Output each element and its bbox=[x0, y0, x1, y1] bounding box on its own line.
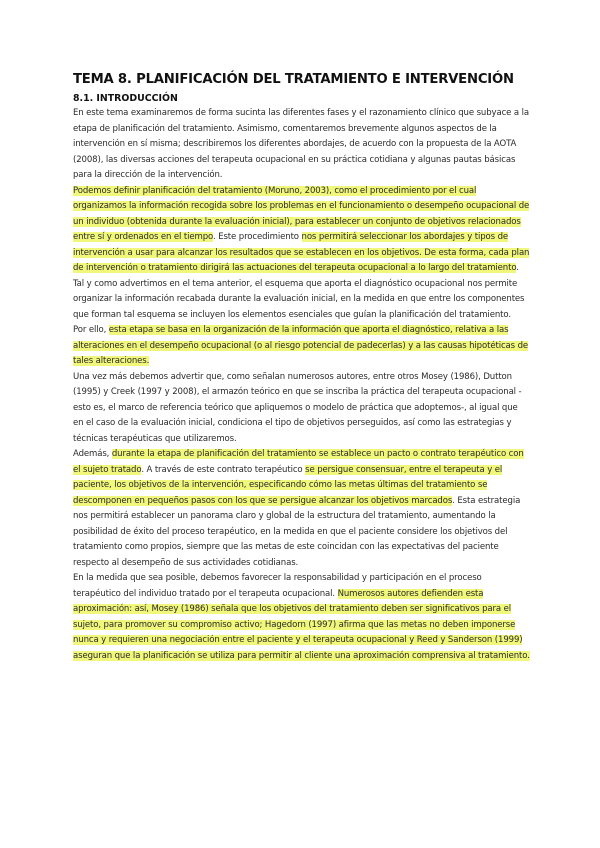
highlighted-text: se persigue consensuar, entre el terapeuta y el paciente, los objetivos de la intervención, especificando cómo las metas últimas del tratamiento se descomponen en pequeños pasos con los que se persigue alcanzar los objetivos marcados bbox=[73, 464, 503, 506]
paragraph-7 bbox=[73, 571, 530, 664]
text-segment: . Esta estrategia nos permitirá establecer un panorama claro y global de la estructura del tratamiento, aumentando la posibilidad de éxito del proceso terapéutico, en la medida en que el paciente considere los objetivos del tratamiento como propios, siempre que las metas de este coincidan con las expectativas del paciente respecto al desempeño de sus actividades cotidianas. bbox=[73, 495, 521, 568]
section-heading: 8.1. INTRODUCCIÓN bbox=[73, 93, 178, 104]
page-title: TEMA 8. PLANIFICACIÓN DEL TRATAMIENTO E INTERVENCIÓN bbox=[73, 72, 514, 87]
paragraph-4 bbox=[73, 323, 530, 370]
paragraph-1 bbox=[73, 106, 530, 184]
paragraph-3 bbox=[73, 277, 530, 324]
highlighted-text: durante la etapa de planificación del tratamiento se establece un pacto o contrato terapéutico con el sujeto tratado bbox=[73, 449, 524, 475]
highlighted-text: Podemos definir planificación del tratamiento (Moruno, 2003), como el procedimiento por el cual organizamos la información recogida sobre los problemas en el funcionamiento o desempeño ocupacional de un individuo (obtenida durante la evaluación inicial), para establecer un conjunto de objetivos relacionados entre sí y ordenados en el tiempo bbox=[73, 185, 530, 242]
text-segment: . bbox=[516, 263, 519, 273]
paragraph-2 bbox=[73, 184, 530, 277]
text-segment: Tal y como advertimos en el tema anterior, el esquema que aporta el diagnóstico ocupacional nos permite organizar la información recabada durante la evaluación inicial, en la medida en que entre los componentes que forman tal esquema se incluyen los elementos esenciales que guían la planificación del tratamiento. bbox=[73, 278, 525, 320]
highlighted-text: esta etapa se basa en la organización de la información que aporta el diagnóstico, relativa a las alteraciones en el desempeño ocupacional (o al riesgo potencial de padecerlas) y a las causas hipotéticas de tales alteraciones. bbox=[73, 325, 529, 366]
paragraph-5 bbox=[73, 370, 530, 448]
paragraph-6 bbox=[73, 447, 530, 571]
highlighted-text: Numerosos autores defienden esta aproximación: así, Mosey (1986) señala que los objetivos del tratamiento deben ser significativos para el sujeto, para promover su compromiso activo; Hagedorn (1997) afirma que las metas no deben imponerse nunca y requieren una negociación entre el paciente y el terapeuta ocupacional y Reed y Sanderson (1999) aseguran que la planificación se utiliza para permitir al cliente una aproximación comprensiva al tratamiento. bbox=[73, 588, 530, 661]
text-segment: Además, bbox=[73, 449, 112, 459]
text-segment: En este tema examinaremos de forma sucinta las diferentes fases y el razonamiento clínico que subyace a la etapa de planificación del tratamiento. Asimismo, comentaremos brevemente algunos aspectos de la intervención en sí misma; describiremos los diferentes abordajes, de acuerdo con la propuesta de la AOTA (2008), las diversas acciones del terapeuta ocupacional en su práctica cotidiana y algunas pautas básicas para la dirección de la intervención. bbox=[73, 108, 529, 180]
highlighted-text: nos permitirá seleccionar los abordajes y tipos de intervención a usar para alcanzar los resultados que se establecen en los objetivos. De esta forma, cada plan de intervención o tratamiento dirigirá las actuaciones del terapeuta ocupacional a lo largo del tratamiento bbox=[73, 232, 530, 273]
text-segment: . Este procedimiento bbox=[213, 232, 302, 242]
text-segment: Una vez más debemos advertir que, como señalan numerosos autores, entre otros Mosey (1986), Dutton (1995) y Creek (1997 y 2008), el armazón teórico en que se inscriba la práctica del terapeuta ocupacional -esto es, el marco de referencia teórico que apliquemos o modelo de práctica que adoptemos-, al igual que en el caso de la evaluación inicial, condiciona el tipo de objetivos perseguidos, así como las estrategias y técnicas terapéuticas que utilizaremos. bbox=[73, 371, 522, 444]
text-segment: . A través de este contrato terapéutico bbox=[141, 464, 306, 475]
body-text bbox=[73, 106, 530, 664]
text-segment: Por ello, bbox=[73, 325, 109, 335]
text-segment: En la medida que sea posible, debemos favorecer la responsabilidad y participación en el proceso terapéutico del individuo tratado por el terapeuta ocupacional. bbox=[73, 573, 482, 599]
